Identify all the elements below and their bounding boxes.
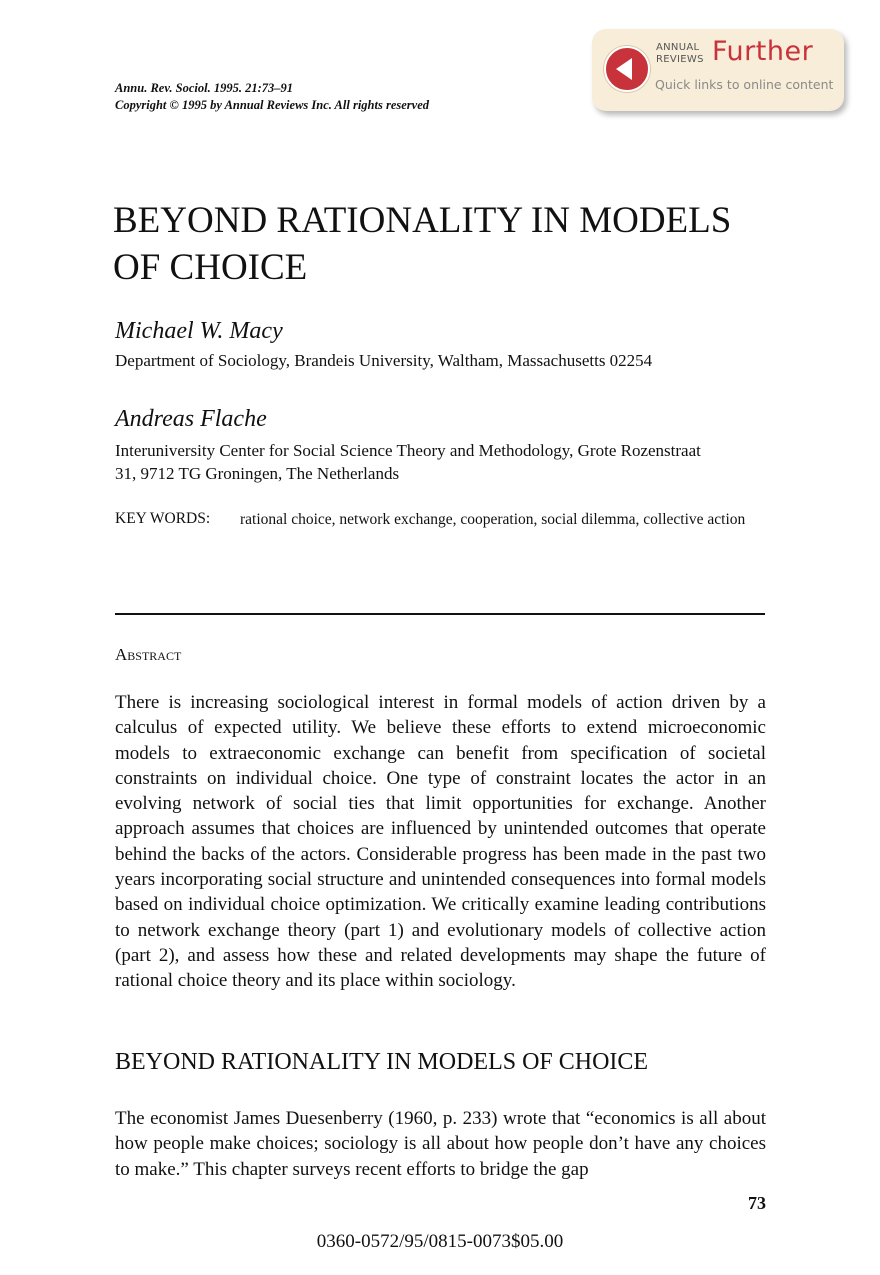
- page-number: 73: [748, 1193, 766, 1213]
- badge-reviews-label: REVIEWS: [656, 54, 704, 65]
- body-paragraph: The economist James Duesenberry (1960, p. 233) wrote that “economics is all about how people make choices; sociology is all about how people don’t have any choices to make.” This chapter surveys recent efforts to bridge the gap: [115, 1108, 766, 1180]
- left-arrow-icon[interactable]: [604, 46, 650, 92]
- keywords-text: rational choice, network exchange, cooperation, social dilemma, collective action: [240, 511, 746, 528]
- author-name: Michael W. Macy: [115, 318, 283, 344]
- keywords-label: KEY WORDS:: [115, 510, 211, 527]
- journal-citation: Annu. Rev. Sociol. 1995. 21:73–91: [115, 81, 294, 95]
- section-heading: BEYOND RATIONALITY IN MODELS OF CHOICE: [115, 1049, 649, 1075]
- badge-further-label[interactable]: Further: [712, 36, 814, 67]
- article-title: BEYOND RATIONALITY IN MODELS OF CHOICE: [113, 200, 732, 288]
- footer-code: 0360-0572/95/0815-0073$05.00: [316, 1231, 564, 1252]
- abstract-heading: Abstract: [115, 645, 182, 664]
- badge-annual-label: ANNUAL: [656, 42, 700, 53]
- badge-subtitle[interactable]: Quick links to online content: [655, 77, 834, 92]
- further-links-badge[interactable]: [592, 29, 844, 111]
- author-affiliation: Department of Sociology, Brandeis University, Waltham, Massachusetts 02254: [115, 351, 653, 370]
- abstract-text: There is increasing sociological interest in formal models of action driven by a calculus of expected utility. We believe these efforts to extend microeconomic models to extraeconomic exchange can benefit from specification of societal constraints on individual choice. One type of constraint locates the actor in an evolving network of social ties that limit opportunities for exchange. Another approach assumes that choices are influenced by unintended outcomes that operate behind the backs of the actors. Considerable progress has been made in the past two years incorporating social structure and unintended consequences into formal models based on individual choice optimization. We critically examine leading contributions to network exchange theory (part 1) and evolutionary models of collective action (part 2), and assess how these and related developments may shape the future of rational choice theory and its place within sociology.: [115, 692, 766, 992]
- horizontal-rule: [115, 613, 765, 615]
- author-affiliation: Interuniversity Center for Social Science Theory and Methodology, Grote Rozenstraat 31, 9712 TG Groningen, The Netherlands: [115, 441, 701, 483]
- copyright-notice: Copyright © 1995 by Annual Reviews Inc. All rights reserved: [115, 98, 429, 112]
- author-name: Andreas Flache: [115, 406, 267, 432]
